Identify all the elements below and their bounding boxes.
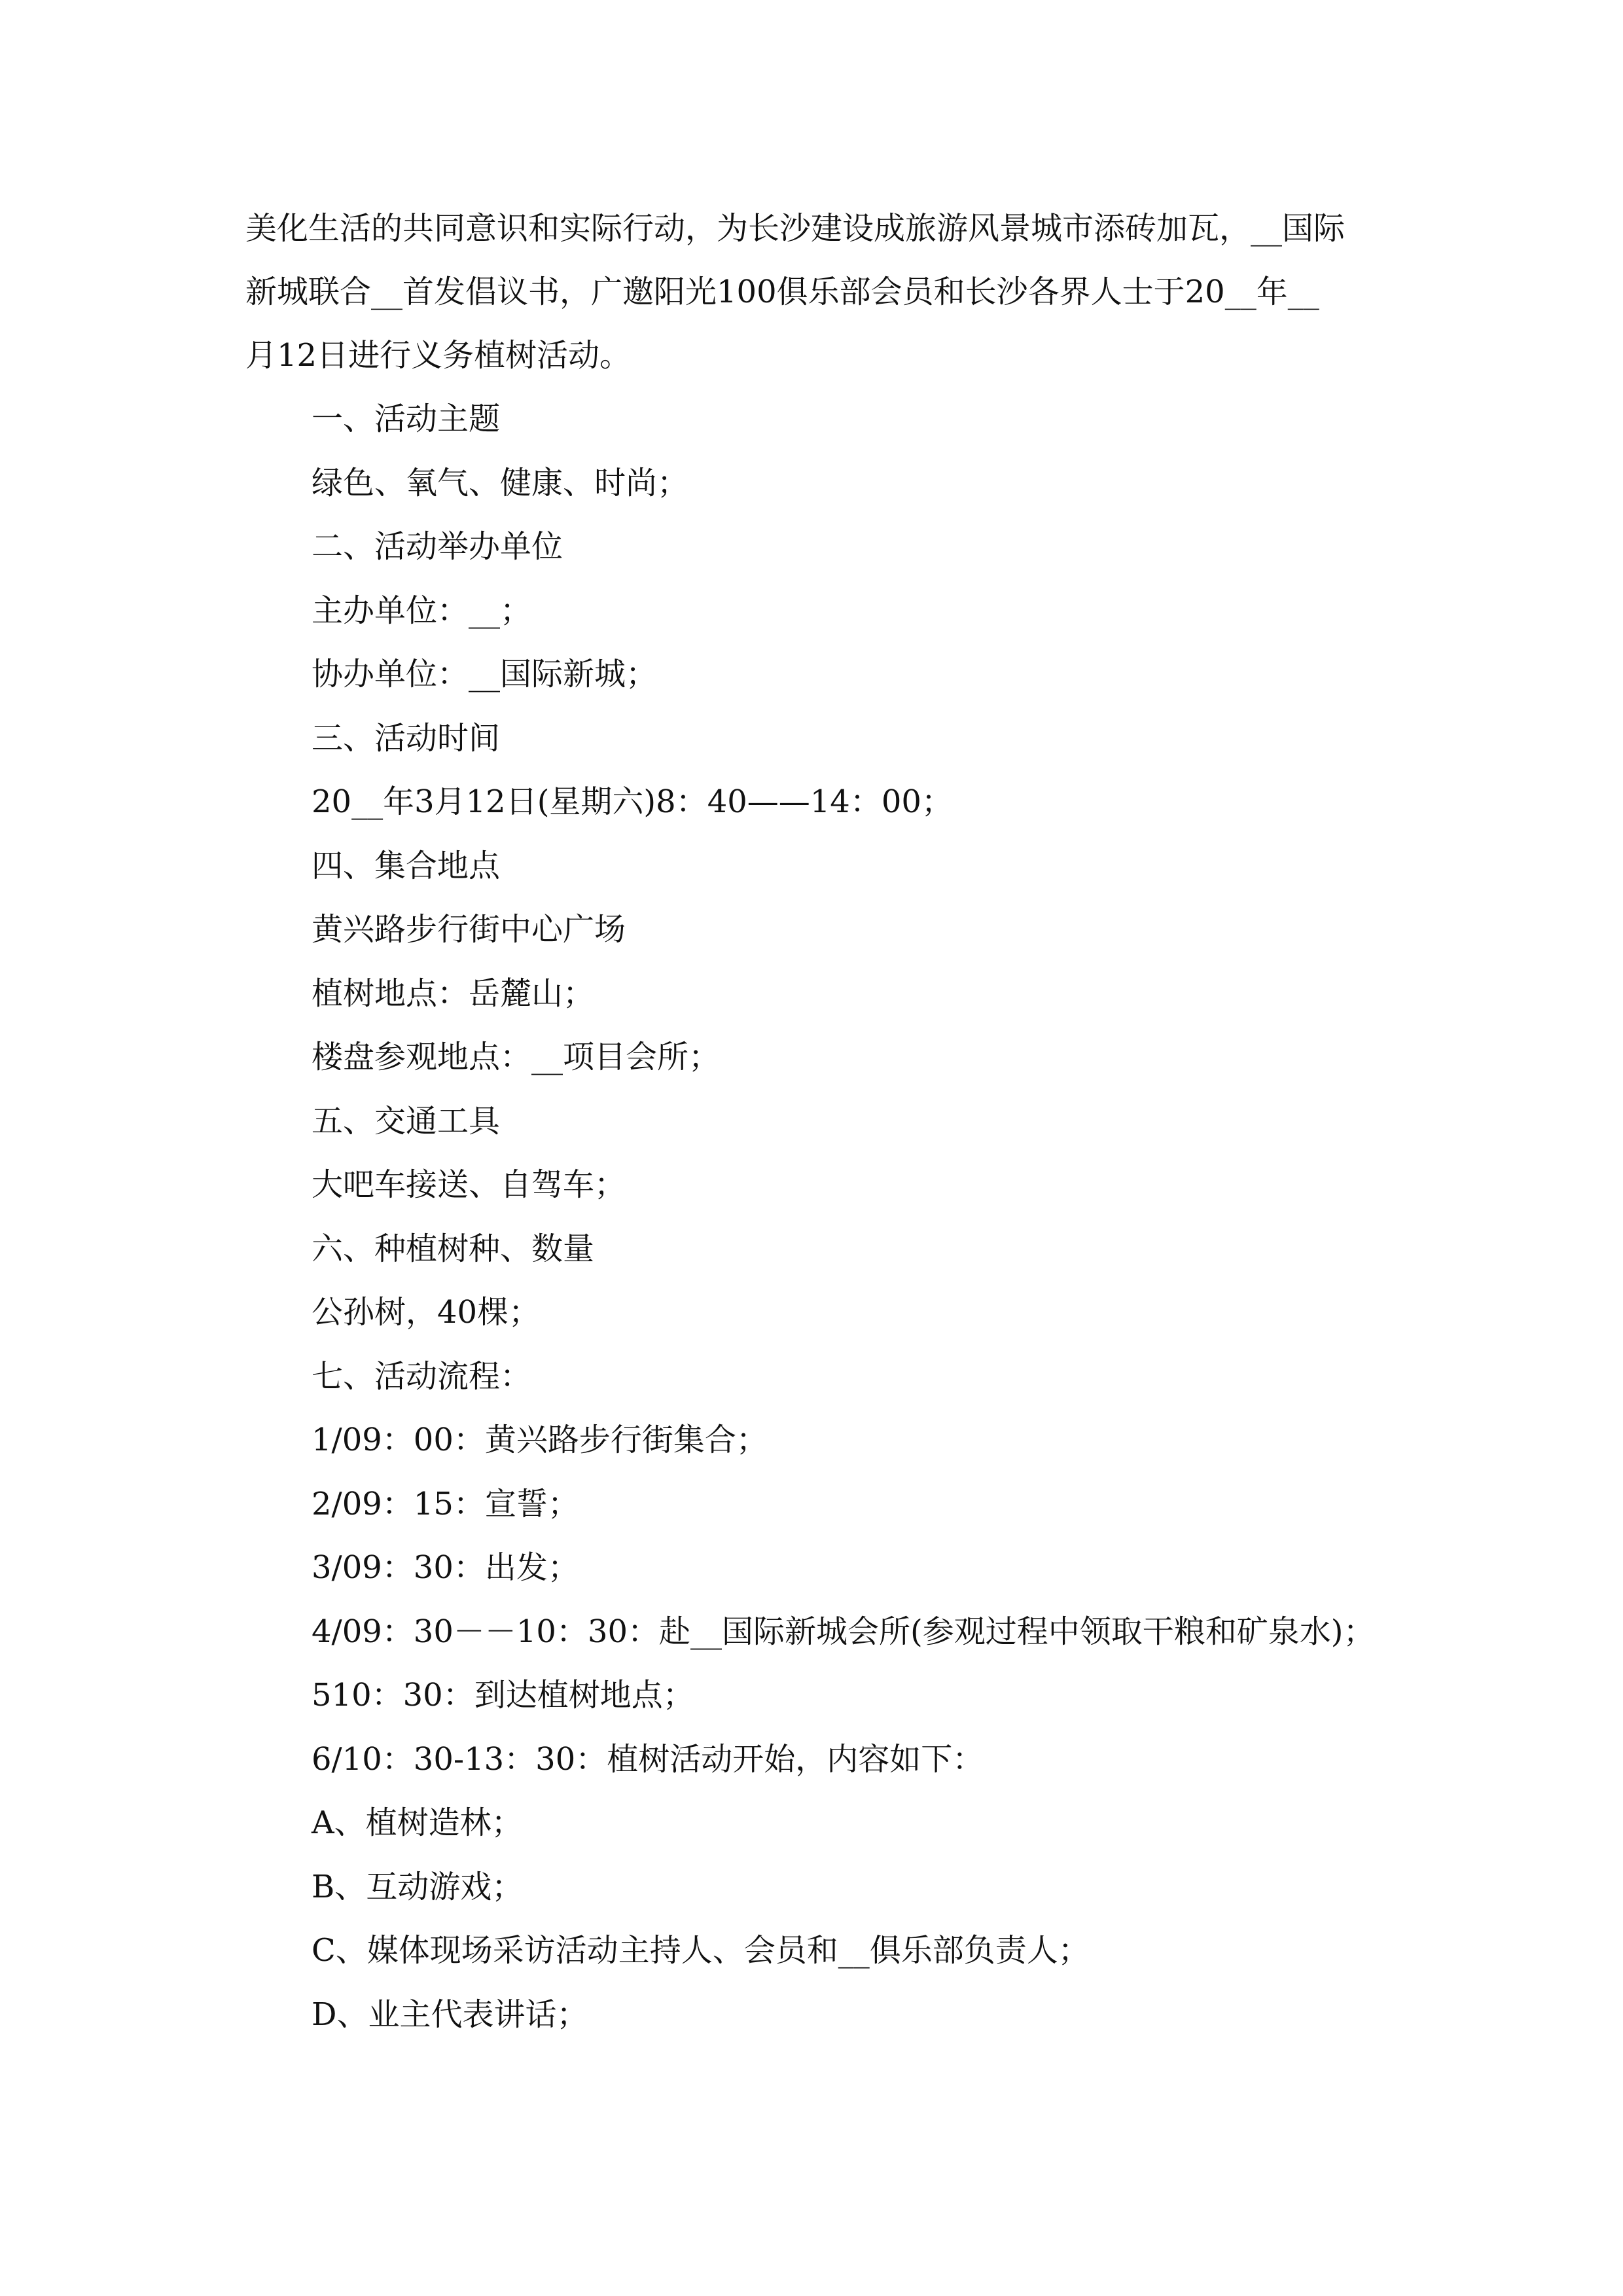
list-item: 510：30：到达植树地点； <box>312 1677 694 1713</box>
list-item: 4/09：30－－10：30：赴__国际新城会所(参观过程中领取干粮和矿泉水)； <box>312 1613 1375 1650</box>
section-heading-transport: 五、交通工具 <box>312 1102 501 1139</box>
section-heading-organizers: 二、活动举办单位 <box>312 528 563 565</box>
list-item: 主办单位：__； <box>312 592 532 629</box>
section-heading-location: 四、集合地点 <box>312 847 501 884</box>
list-item: 2/09：15：宣誓； <box>312 1485 579 1522</box>
activity-plan-list <box>312 387 1424 2047</box>
list-item: 协办单位：__国际新城； <box>312 656 658 692</box>
section-heading-tree-species: 六、种植树种、数量 <box>312 1230 595 1267</box>
list-item: 大吧车接送、自驾车； <box>312 1166 626 1203</box>
list-item: D、业主代表讲话； <box>312 1996 588 2033</box>
list-item: 20__年3月12日(星期六)8：40——14：00； <box>312 783 953 820</box>
intro-line: 新城联合__首发倡议书，广邀阳光100俱乐部会员和长沙各界人士于20__年__ <box>245 274 1319 310</box>
intro-paragraph <box>245 197 1384 387</box>
intro-line: 美化生活的共同意识和实际行动，为长沙建设成旅游风景城市添砖加瓦，__国际 <box>245 210 1346 247</box>
intro-line: 月12日进行义务植树活动。 <box>245 337 632 374</box>
list-item: 植树地点：岳麓山； <box>312 975 595 1012</box>
list-item: C、媒体现场采访活动主持人、会员和__俱乐部负责人； <box>312 1932 1090 1969</box>
list-item: 6/10：30-13：30：植树活动开始，内容如下： <box>312 1740 984 1778</box>
list-item: A、植树造林； <box>312 1804 523 1841</box>
list-item: 3/09：30：出发； <box>312 1549 579 1586</box>
section-heading-theme: 一、活动主题 <box>312 401 501 437</box>
section-heading-process: 七、活动流程： <box>312 1357 532 1395</box>
list-item: 绿色、氧气、健康、时尚； <box>312 464 689 501</box>
list-item: 楼盘参观地点：__项目会所； <box>312 1039 721 1075</box>
list-item: B、互动游戏； <box>312 1868 524 1905</box>
list-item: 1/09：00：黄兴路步行街集合； <box>312 1422 768 1458</box>
section-heading-time: 三、活动时间 <box>312 719 501 757</box>
list-item: 黄兴路步行街中心广场 <box>312 911 626 948</box>
list-item: 公孙树，40棵； <box>312 1294 541 1331</box>
